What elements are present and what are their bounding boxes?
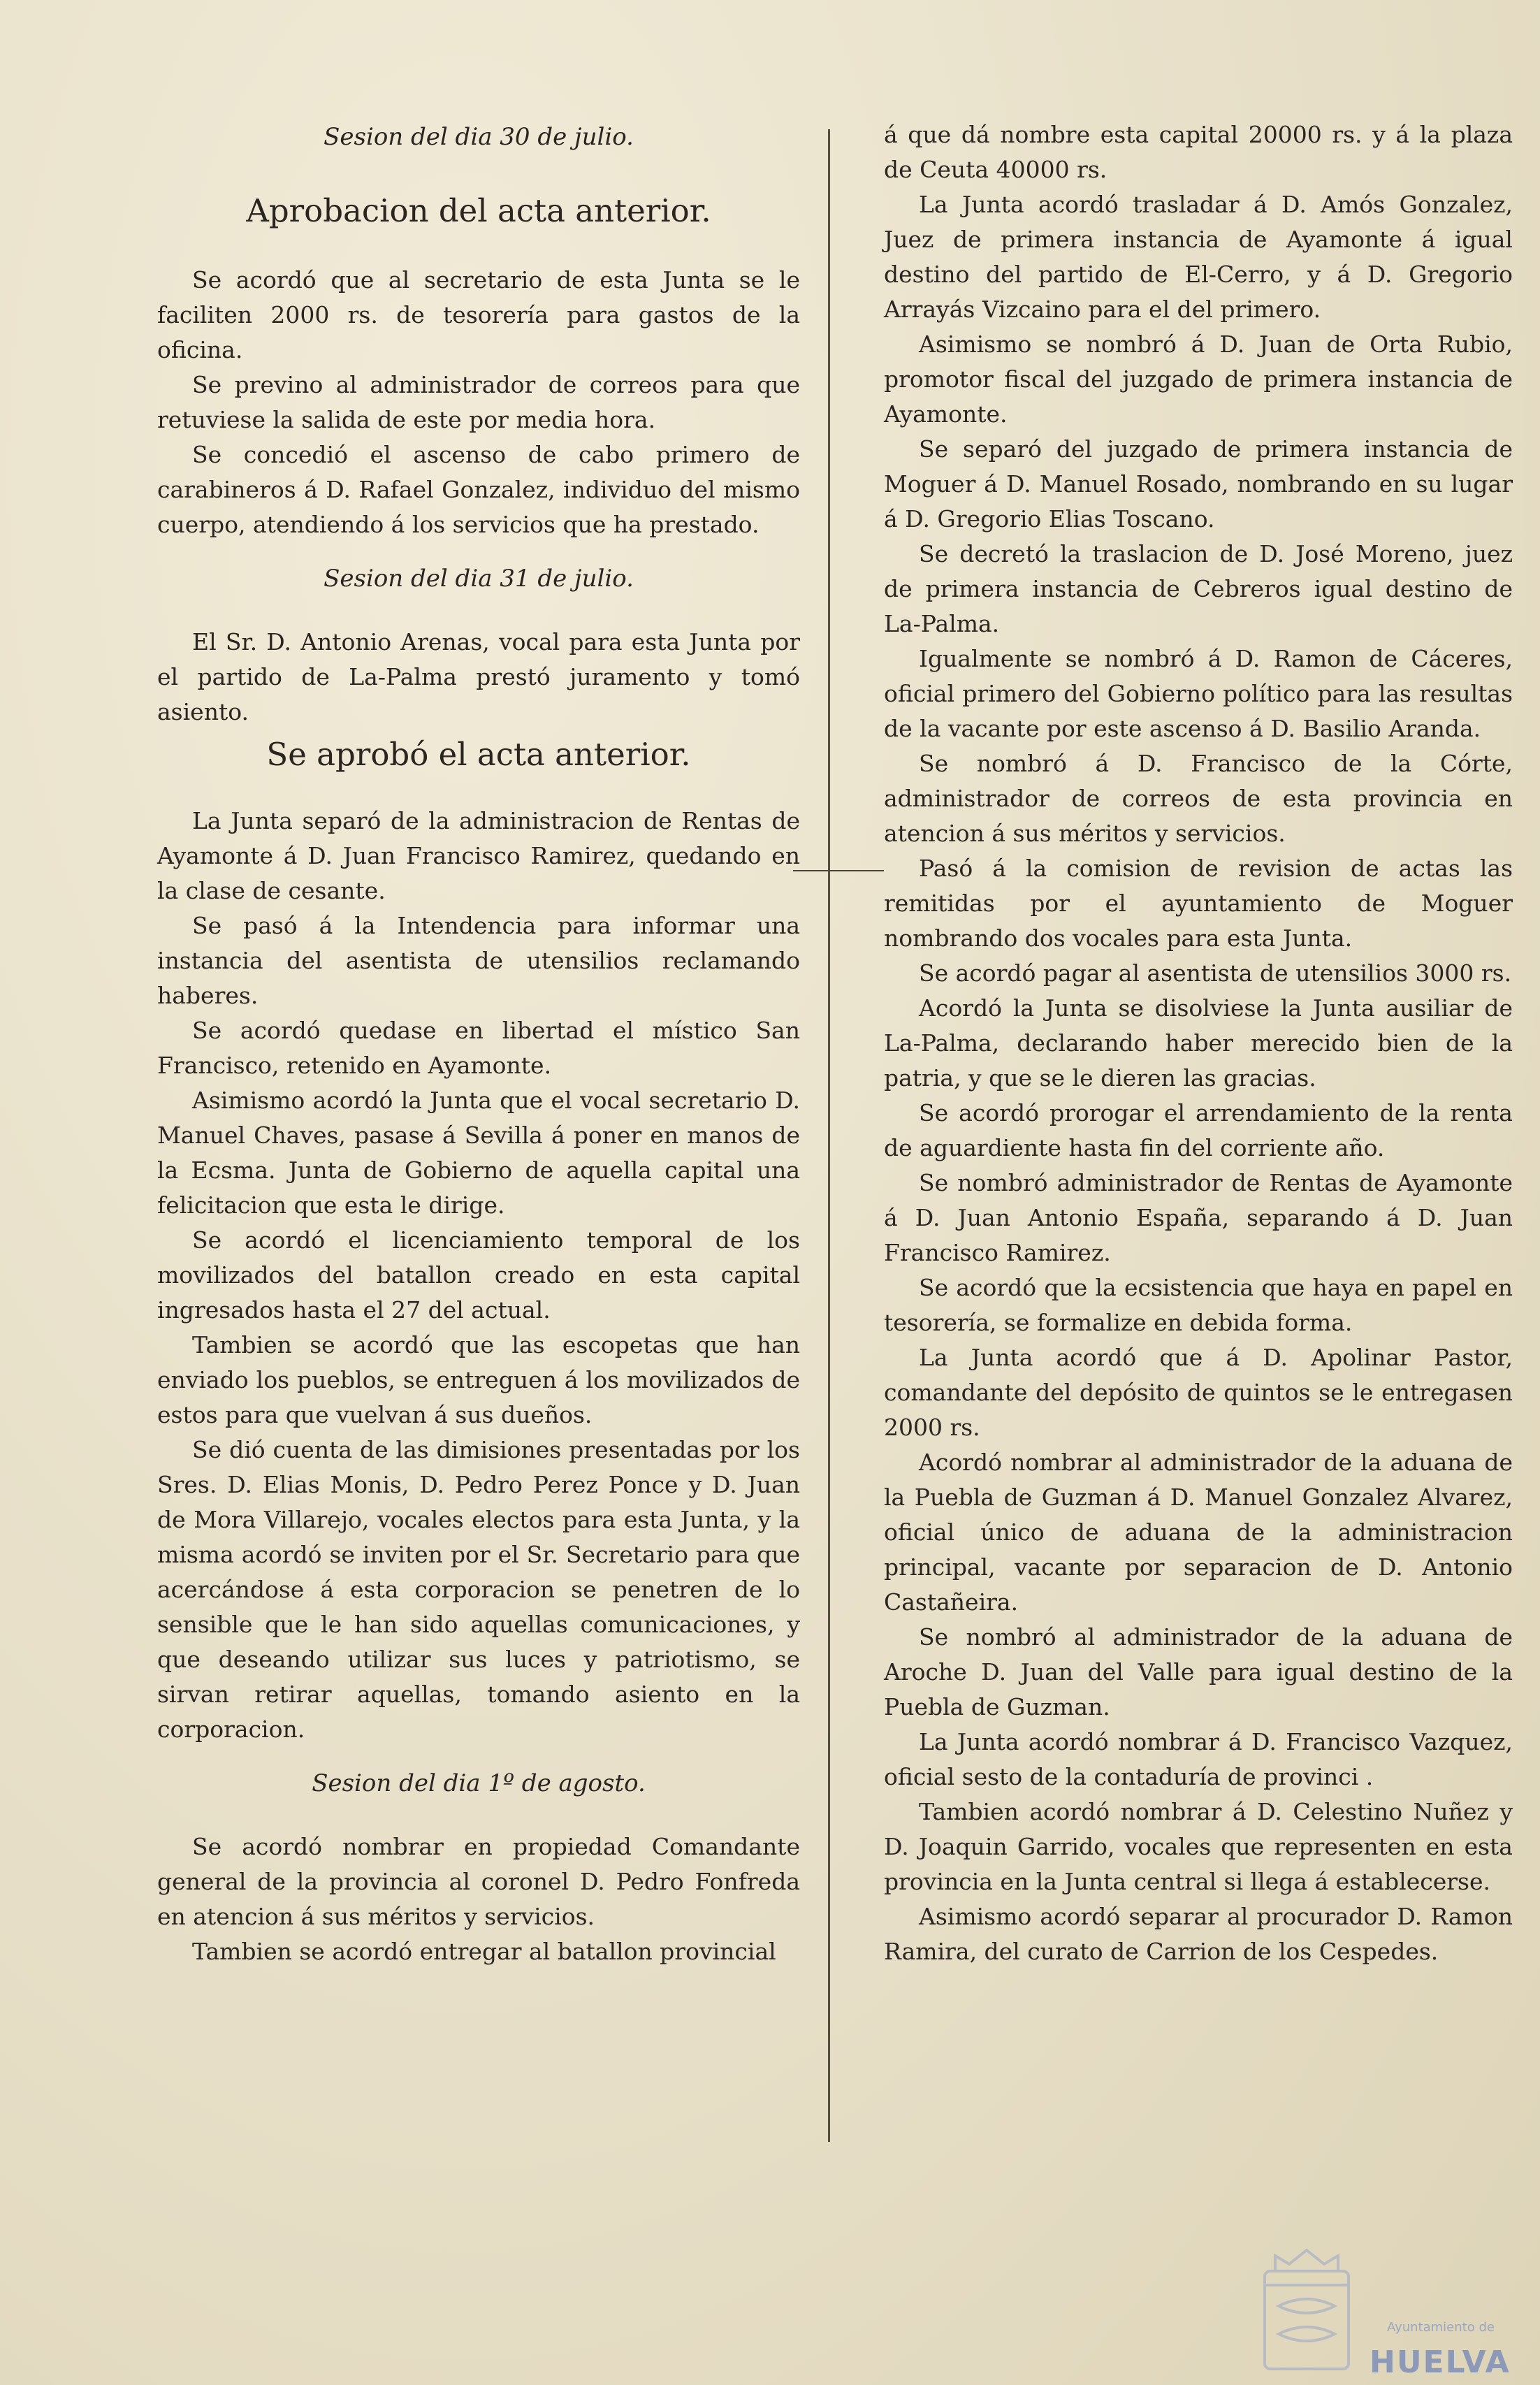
paragraph: La Junta separó de la administracion de Rentas de Ayamonte á D. Juan Francisco Ramirez, quedando en la clase de cesante. — [157, 807, 800, 904]
paragraph: Asimismo acordó la Junta que el vocal secretario D. Manuel Chaves, pasase á Sevilla á poner en manos de la Ecsma. Junta de Gobierno de aquella capital una felicitacion que esta le dirige. — [157, 1087, 800, 1219]
paragraph: Se concedió el ascenso de cabo primero de carabineros á D. Rafael Gonzalez, individuo del mismo cuerpo, atendiendo á los servicios que ha prestado. — [157, 441, 800, 538]
horizontal-rule — [793, 870, 884, 871]
session-title: Sesion del dia 30 de julio. — [324, 123, 634, 151]
paragraph: Se nombró administrador de Rentas de Ayamonte á D. Juan Antonio España, separando á D. Juan Francisco Ramirez. — [884, 1169, 1513, 1266]
left-column — [157, 119, 800, 1969]
paragraph: Tambien se acordó que las escopetas que han enviado los pueblos, se entreguen á los movilizados de estos para que vuelvan á sus dueños. — [157, 1331, 800, 1428]
paragraph: La Junta acordó nombrar á D. Francisco Vazquez, oficial sesto de la contaduría de provinci . — [884, 1728, 1513, 1790]
session-title: Sesion del dia 31 de julio. — [324, 565, 634, 593]
paragraph: Pasó á la comision de revision de actas las remitidas por el ayuntamiento de Moguer nombrando dos vocales para esta Junta. — [884, 855, 1513, 952]
paragraph: La Junta acordó que á D. Apolinar Pastor, comandante del depósito de quintos se le entregasen 2000 rs. — [884, 1344, 1513, 1441]
right-column — [884, 117, 1513, 1969]
paragraph: Se decretó la traslacion de D. José Moreno, juez de primera instancia de Cebreros igual destino de La-Palma. — [884, 540, 1513, 637]
paragraph: Asimismo se nombró á D. Juan de Orta Rubio, promotor fiscal del juzgado de primera instancia de Ayamonte. — [884, 331, 1513, 428]
paragraph: Acordó la Junta se disolviese la Junta ausiliar de La-Palma, declarando haber merecido bien de la patria, y que se le dieren las gracias. — [884, 994, 1513, 1092]
column-divider — [828, 129, 830, 2142]
section-heading: Se aprobó el acta anterior. — [266, 736, 691, 773]
paragraph: El Sr. D. Antonio Arenas, vocal para esta Junta por el partido de La-Palma prestó juramento y tomó asiento. — [157, 628, 800, 725]
paragraph: Se acordó nombrar en propiedad Comandante general de la provincia al coronel D. Pedro Fonfreda en atencion á sus méritos y servicios. — [157, 1833, 800, 1930]
paragraph: Tambien acordó nombrar á D. Celestino Nuñez y D. Joaquin Garrido, vocales que representen en esta provincia en la Junta central si llega á establecerse. — [884, 1798, 1513, 1895]
watermark-name: HUELVA — [1370, 2344, 1511, 2380]
paragraph: Se acordó el licenciamiento temporal de los movilizados del batallon creado en esta capital ingresados hasta el 27 del actual. — [157, 1226, 800, 1324]
paragraph: Asimismo acordó separar al procurador D. Ramon Ramira, del curato de Carrion de los Cespedes. — [884, 1903, 1513, 1965]
session-title: Sesion del dia 1º de agosto. — [312, 1769, 646, 1797]
paragraph: La Junta acordó trasladar á D. Amós Gonzalez, Juez de primera instancia de Ayamonte á igual destino del partido de El-Cerro, y á D. Gregorio Arrayás Vizcaino para el del primero. — [884, 191, 1513, 323]
paragraph: Se dió cuenta de las dimisiones presentadas por los Sres. D. Elias Monis, D. Pedro Perez Ponce y D. Juan de Mora Villarejo, vocales electos para esta Junta, y la misma acordó se inviten por el Sr. Secretario para que acercándose á esta corporacion se penetren de lo sensible que le han sido aquellas comunicaciones, y que deseando utilizar sus luces y patriotismo, se sirvan retirar aquellas, tomando asiento en la corporacion. — [157, 1436, 800, 1743]
paragraph: Se acordó prorogar el arrendamiento de la renta de aguardiente hasta fin del corriente año. — [884, 1099, 1513, 1161]
paragraph: Se acordó que la ecsistencia que haya en papel en tesorería, se formalize en debida forma. — [884, 1274, 1513, 1336]
paragraph: Se separó del juzgado de primera instancia de Moguer á D. Manuel Rosado, nombrando en su lugar á D. Gregorio Elias Toscano. — [884, 435, 1513, 532]
paragraph: Acordó nombrar al administrador de la aduana de la Puebla de Guzman á D. Manuel Gonzalez Alvarez, oficial único de aduana de la administracion principal, vacante por separacion de D. Antonio Castañeira. — [884, 1449, 1513, 1616]
section-heading: Aprobacion del acta anterior. — [246, 192, 711, 229]
watermark-label: Ayuntamiento de — [1387, 2320, 1495, 2335]
paragraph: Igualmente se nombró á D. Ramon de Cáceres, oficial primero del Gobierno político para las resultas de la vacante por este ascenso á D. Basilio Aranda. — [884, 645, 1513, 742]
paragraph: Se pasó á la Intendencia para informar una instancia del asentista de utensilios reclamando haberes. — [157, 912, 800, 1009]
paragraph: Se acordó que al secretario de esta Junta se le faciliten 2000 rs. de tesorería para gastos de la oficina. — [157, 266, 800, 363]
paragraph: Se acordó quedase en libertad el místico San Francisco, retenido en Ayamonte. — [157, 1017, 800, 1079]
paragraph: Se nombró á D. Francisco de la Córte, administrador de correos de esta provincia en atencion á sus méritos y servicios. — [884, 750, 1513, 847]
paragraph: Se previno al administrador de correos para que retuviese la salida de este por media hora. — [157, 371, 800, 433]
paragraph: Tambien se acordó entregar al batallon provincial — [192, 1938, 776, 1965]
paragraph: Se nombró al administrador de la aduana de Aroche D. Juan del Valle para igual destino de la Puebla de Guzman. — [884, 1623, 1513, 1720]
paragraph: á que dá nombre esta capital 20000 rs. y á la plaza de Ceuta 40000 rs. — [884, 121, 1513, 183]
paragraph: Se acordó pagar al asentista de utensilios 3000 rs. — [919, 959, 1512, 987]
